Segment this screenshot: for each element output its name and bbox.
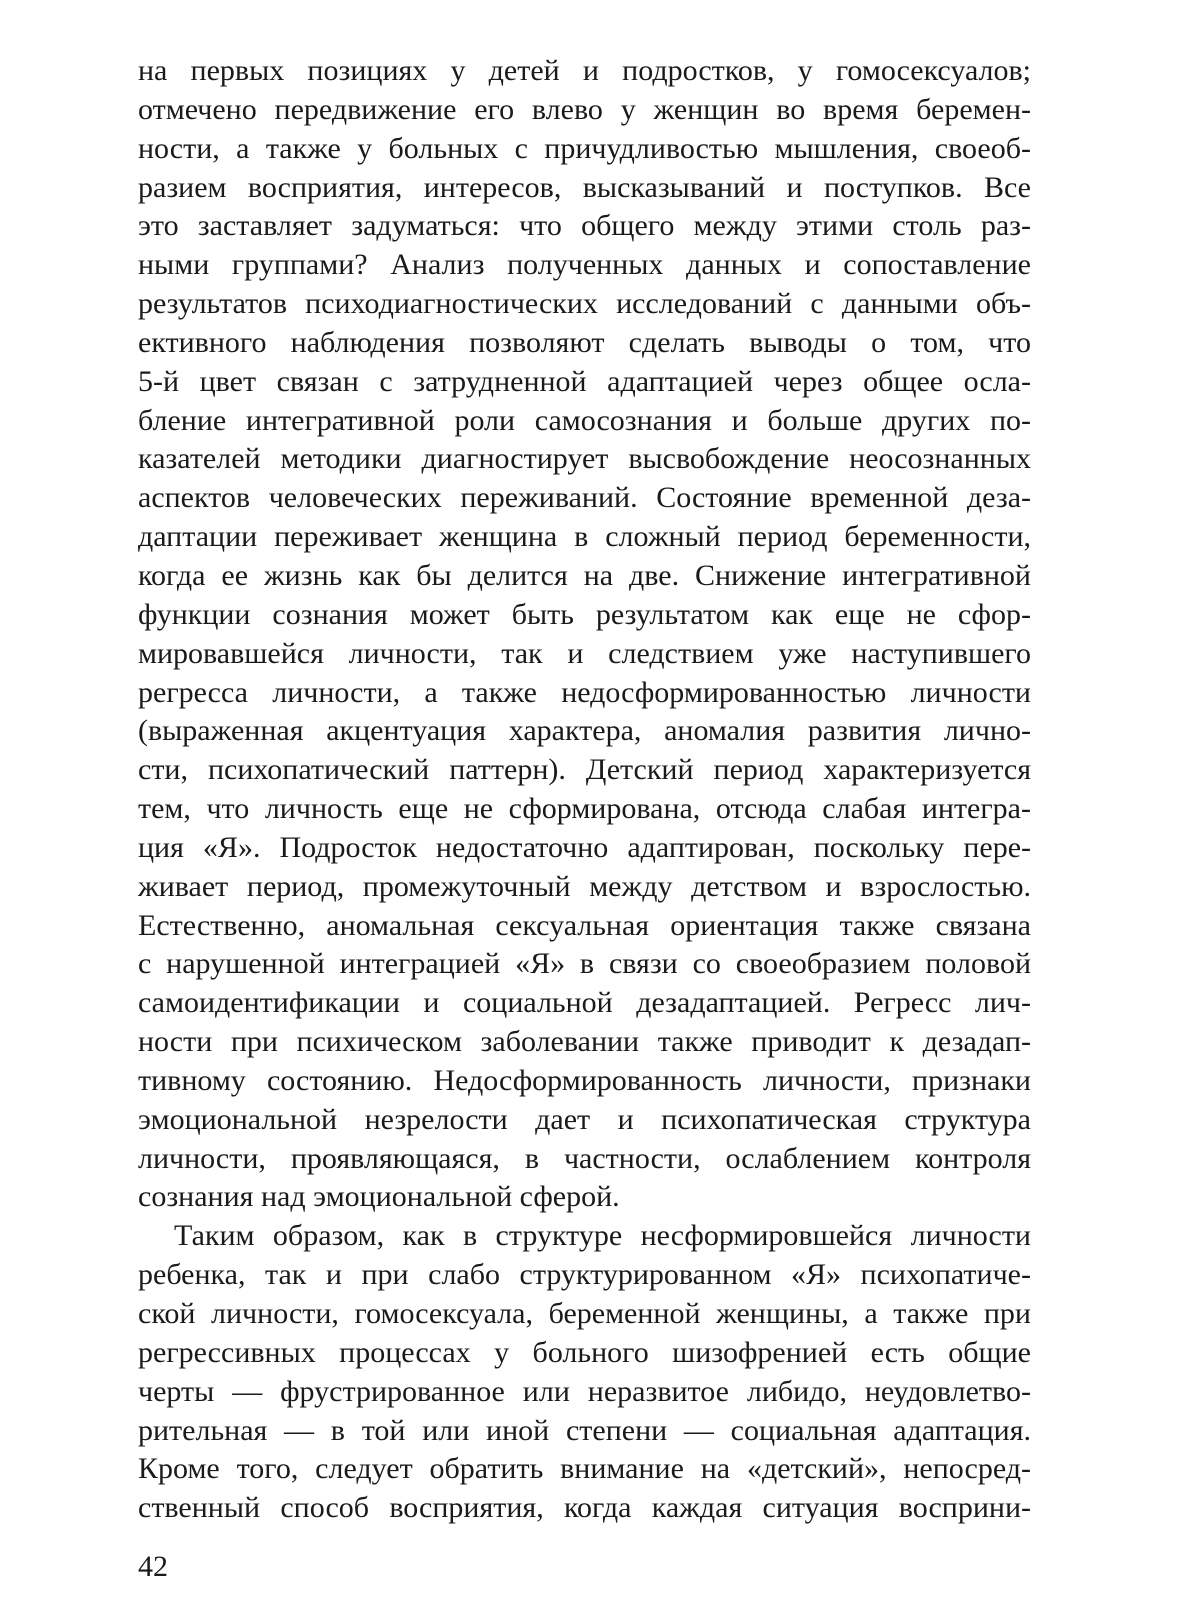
text-line: бление интегративной роли самосознания и больше других по- — [138, 403, 1031, 437]
text-line: мировавшейся личности, так и следствием уже наступившего — [138, 636, 1031, 670]
text-line: ективного наблюдения позволяют сделать выводы о том, что — [138, 325, 1031, 359]
text-line: сти, психопатический паттерн). Детский период характеризуется — [138, 753, 1031, 787]
text-line: функции сознания может быть результатом как еще не сфор- — [138, 597, 1031, 631]
text-line: разием восприятия, интересов, высказываний и поступков. Все — [138, 170, 1031, 204]
text-line: регресса личности, а также недосформированностью личности — [138, 675, 1031, 709]
text-line: сознания над эмоциональной сферой. — [138, 1180, 620, 1214]
paragraph — [138, 1217, 1031, 1528]
body-text — [138, 52, 1031, 1528]
text-line: ности, а также у больных с причудливостью мышления, своеоб- — [138, 131, 1031, 165]
text-line: ности при психическом заболевании также приводит к дезадап- — [138, 1025, 1031, 1059]
text-line: тивному состоянию. Недосформированность личности, признаки — [138, 1063, 1031, 1097]
text-line: на первых позициях у детей и подростков, у гомосексуалов; — [138, 54, 1031, 87]
paragraph — [138, 52, 1031, 1217]
text-line: Естественно, аномальная сексуальная ориентация также связана — [138, 908, 1031, 942]
text-line: ребенка, так и при слабо структурированном «Я» психопатиче- — [138, 1258, 1031, 1292]
text-line: Таким образом, как в структуре несформировшейся личности — [174, 1219, 1031, 1253]
page-number: 42 — [138, 1550, 168, 1583]
text-line: ция «Я». Подросток недостаточно адаптирован, поскольку пере- — [138, 830, 1031, 864]
text-line: рительная — в той или иной степени — социальная адаптация. — [138, 1413, 1031, 1447]
text-line: результатов психодиагностических исследований с данными объ- — [138, 287, 1031, 321]
text-line: 5-й цвет связан с затрудненной адаптацией через общее осла- — [138, 364, 1031, 398]
text-line: тем, что личность еще не сформирована, отсюда слабая интегра- — [138, 792, 1031, 826]
text-line: ственный способ восприятия, когда каждая ситуация восприни- — [138, 1491, 1031, 1525]
text-line: отмечено передвижение его влево у женщин во время беремен- — [138, 92, 1031, 126]
text-line: (выраженная акцентуация характера, аномалия развития лично- — [138, 714, 1031, 748]
text-line: эмоциональной незрелости дает и психопатическая структура — [138, 1102, 1031, 1136]
text-line: регрессивных процессах у больного шизофренией есть общие — [138, 1335, 1031, 1369]
text-line: личности, проявляющаяся, в частности, ослаблением контроля — [138, 1141, 1031, 1175]
text-line: даптации переживает женщина в сложный период беременности, — [138, 520, 1031, 554]
text-line: с нарушенной интеграцией «Я» в связи со своеобразием половой — [138, 947, 1031, 981]
text-line: ской личности, гомосексуала, беременной женщины, а также при — [138, 1297, 1031, 1330]
text-line: это заставляет задуматься: что общего между этими столь раз- — [138, 209, 1031, 243]
text-line: аспектов человеческих переживаний. Состояние временной деза- — [138, 481, 1031, 515]
text-line: Кроме того, следует обратить внимание на «детский», непосред- — [138, 1452, 1031, 1486]
text-line: живает период, промежуточный между детством и взрослостью. — [138, 869, 1031, 903]
text-line: черты — фрустрированное или неразвитое либидо, неудовлетво- — [138, 1374, 1031, 1408]
text-line: ными группами? Анализ полученных данных и сопоставление — [138, 248, 1031, 282]
text-line: самоидентификации и социальной дезадаптацией. Регресс лич- — [138, 986, 1031, 1020]
text-line: казателей методики диагностирует высвобождение неосознанных — [138, 442, 1031, 476]
text-line: когда ее жизнь как бы делится на две. Снижение интегративной — [138, 558, 1031, 592]
